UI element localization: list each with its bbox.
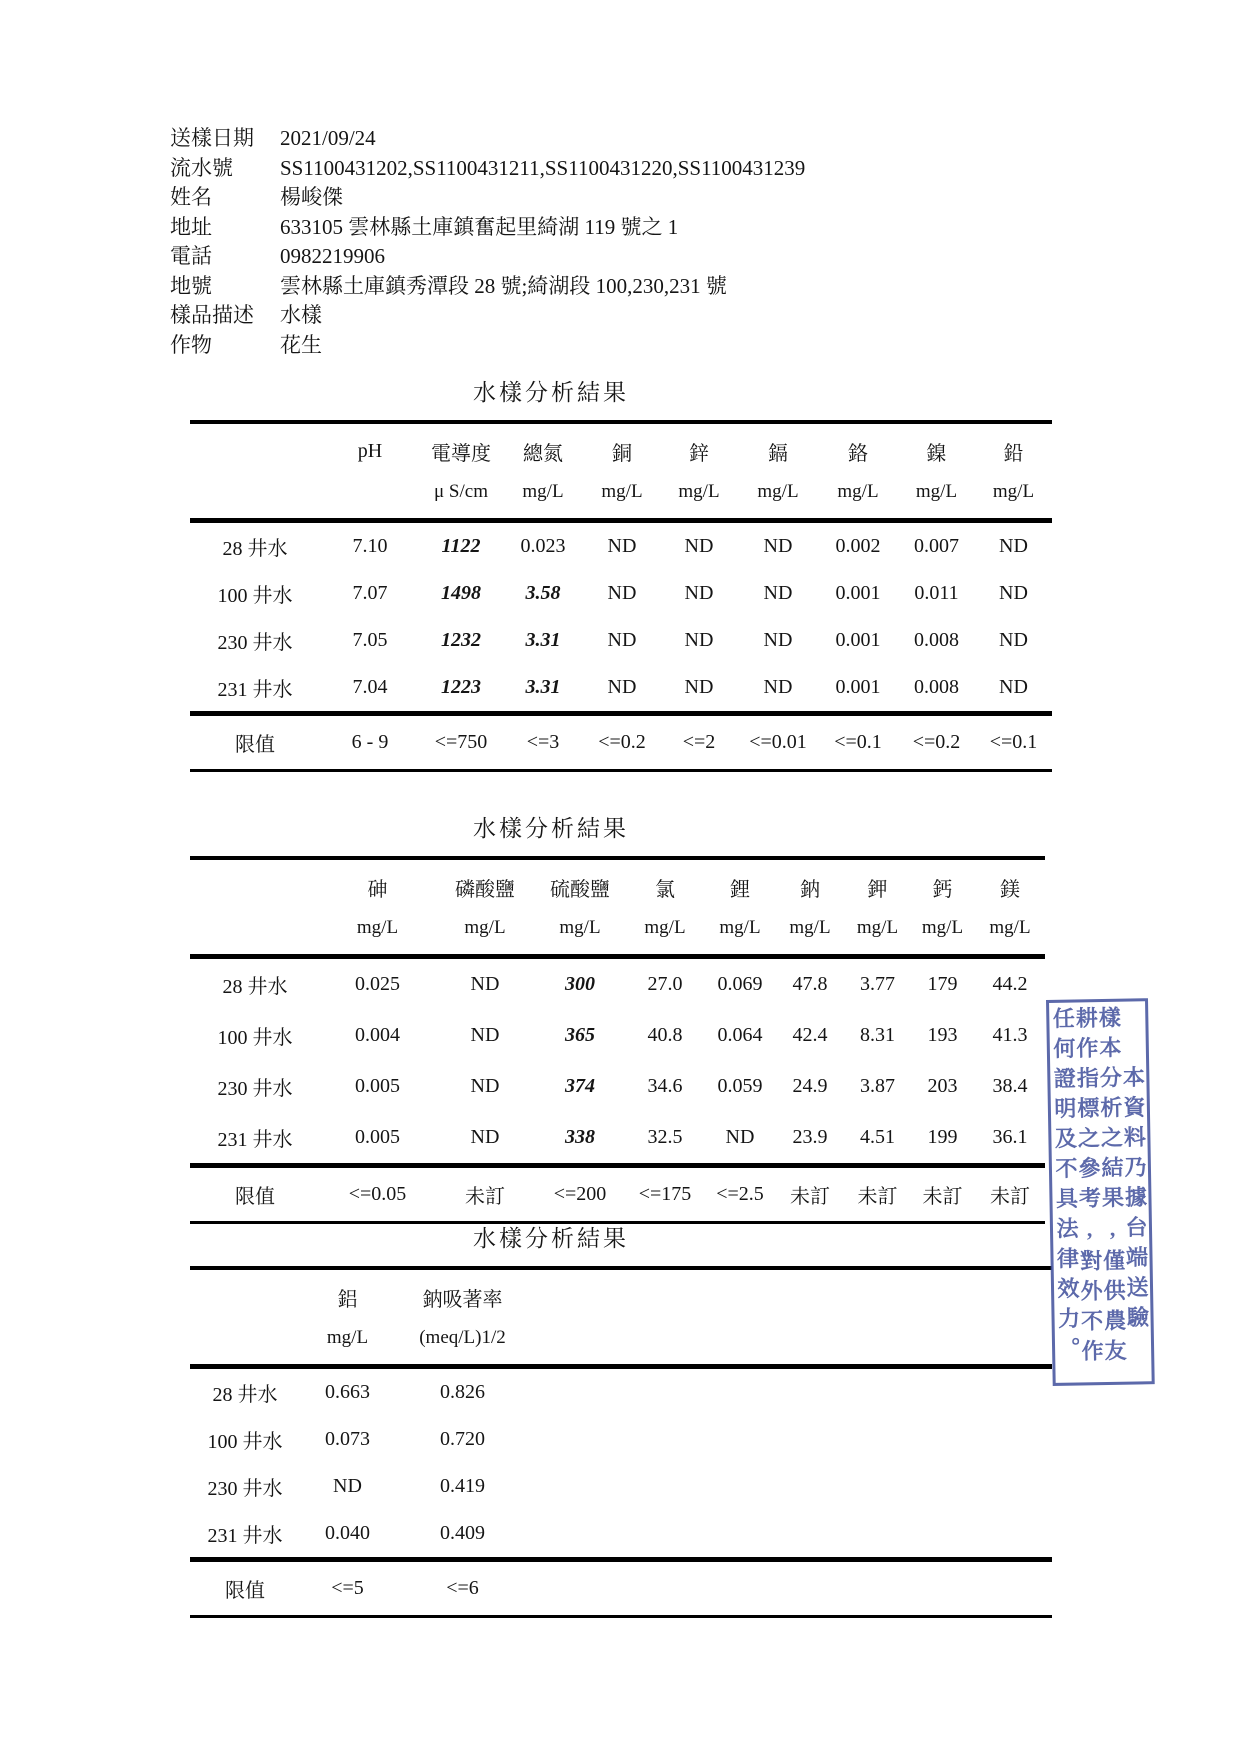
- table-row: [190, 1010, 1045, 1061]
- table-cell: 41.3: [992, 1024, 1028, 1046]
- table-cell: 3.58: [525, 582, 561, 604]
- table-cell: 磷酸鹽: [455, 879, 515, 901]
- table-cell: <=2: [682, 731, 716, 753]
- row-label: 230 井水: [207, 1478, 283, 1500]
- field-label: 地址: [170, 214, 212, 239]
- field-value: 2021/09/24: [280, 126, 376, 150]
- table-cell: [530, 1416, 1052, 1463]
- approval-stamp: [1046, 998, 1155, 1386]
- table-cell: ND: [684, 582, 714, 604]
- table-cell: 鈉: [800, 879, 820, 901]
- table-row: [190, 1268, 1052, 1321]
- table-cell: 鋅: [689, 443, 709, 465]
- stamp-text-column: 任何證明及不具法律效力。: [1050, 1006, 1082, 1367]
- table-cell: 7.10: [352, 535, 388, 557]
- table-cell: 203: [927, 1075, 958, 1097]
- table-cell: 氯: [655, 879, 675, 901]
- table-cell: 0.008: [898, 664, 975, 714]
- table-cell: ND: [763, 582, 793, 604]
- table-cell: 7.07: [352, 582, 388, 604]
- analysis-table-2: [190, 856, 1052, 1224]
- table-cell: 0.059: [717, 1075, 763, 1097]
- table-row: [190, 422, 1052, 475]
- field-label: 電話: [170, 244, 212, 268]
- table-cell: 0.826: [440, 1381, 485, 1403]
- table-cell: <=3: [526, 731, 560, 753]
- table-cell: 0.023: [520, 535, 566, 557]
- table-cell: 32.5: [625, 1112, 705, 1166]
- field-label: 送樣日期: [170, 126, 254, 150]
- table-cell: 鎂: [1000, 879, 1020, 901]
- row-label: 限值: [225, 1580, 265, 1602]
- table-cell: ND: [705, 1112, 775, 1166]
- analysis-table: [190, 856, 1045, 1224]
- table-cell: 鉻: [848, 443, 868, 465]
- table-cell: 3.87: [860, 1075, 895, 1097]
- row-label: 限值: [235, 1186, 275, 1208]
- analysis-table-1: [190, 420, 1052, 772]
- table-cell: 0.005: [320, 1112, 435, 1166]
- table-cell: 0.008: [914, 629, 959, 651]
- table-cell: 36.1: [975, 1112, 1045, 1166]
- table-row: [190, 1166, 1045, 1223]
- table-cell: 24.9: [792, 1075, 828, 1097]
- stamp-text-column: 本資料乃據台端送驗: [1120, 1065, 1150, 1336]
- table-cell: mg/L: [625, 911, 705, 957]
- header-row: [170, 272, 805, 302]
- analysis-table: [190, 1266, 1052, 1618]
- row-label: [190, 1321, 300, 1367]
- table-cell: mg/L: [845, 911, 910, 957]
- row-label: 限值: [235, 734, 275, 756]
- header-row: [170, 183, 805, 213]
- row-label: 100 井水: [207, 1431, 283, 1453]
- table-title: 水樣分析結果: [473, 816, 629, 841]
- table-cell: 4.51: [845, 1112, 910, 1166]
- table-cell: <=175: [638, 1183, 692, 1205]
- table-cell: 179: [927, 973, 958, 995]
- table-cell: 0.663: [325, 1381, 370, 1403]
- table-cell: mg/L: [738, 475, 818, 521]
- table-cell: 3.77: [860, 973, 895, 995]
- table-cell: μ S/cm: [420, 475, 502, 521]
- row-label: 231 井水: [190, 1510, 300, 1560]
- field-label: 姓名: [170, 185, 212, 209]
- table-cell: ND: [607, 582, 637, 604]
- table-cell: 0.064: [717, 1024, 763, 1046]
- table-title: 水樣分析結果: [473, 1226, 629, 1251]
- table-cell: 0.002: [835, 535, 881, 557]
- table-cell: <=200: [553, 1183, 607, 1205]
- table-title: 水樣分析結果: [473, 380, 629, 405]
- analysis-table-3: [190, 1266, 1052, 1618]
- table-cell: mg/L: [818, 475, 898, 521]
- table-cell: ND: [607, 629, 637, 651]
- table-cell: 1223: [420, 664, 502, 714]
- row-label: 230 井水: [217, 1078, 293, 1100]
- table-cell: ND: [763, 629, 793, 651]
- table-cell: mg/L: [435, 911, 535, 957]
- table-cell: <=6: [446, 1577, 479, 1599]
- table-row: [190, 1367, 1052, 1417]
- field-value: 花生: [280, 332, 322, 357]
- table-cell: 0.069: [717, 973, 763, 995]
- table-cell: 3.31: [502, 664, 584, 714]
- table-cell: 0.011: [914, 582, 959, 604]
- table-row: [190, 714, 1052, 771]
- table-cell: 0.720: [440, 1428, 485, 1450]
- table-cell: 0.001: [818, 664, 898, 714]
- table-cell: 338: [535, 1112, 625, 1166]
- table-cell: 未訂: [465, 1186, 505, 1208]
- table-cell: <=0.2: [598, 731, 646, 753]
- table-cell: pH: [357, 440, 383, 462]
- row-label: 100 井水: [217, 1027, 293, 1049]
- analysis-table: [190, 420, 1052, 772]
- row-label: 231 井水: [190, 1112, 320, 1166]
- table-cell: 27.0: [647, 973, 683, 995]
- table-cell: 38.4: [992, 1075, 1028, 1097]
- table-cell: ND: [470, 1075, 500, 1097]
- table-cell: 鈣: [932, 879, 953, 901]
- table-row: [190, 617, 1052, 664]
- table-cell: mg/L: [775, 911, 845, 957]
- table-row: [190, 1061, 1045, 1112]
- table-row: [190, 858, 1045, 911]
- field-value: 水樣: [280, 303, 322, 327]
- row-label: 28 井水: [222, 538, 288, 560]
- field-value: 楊峻傑: [280, 185, 343, 209]
- table-cell: (meq/L)1/2: [395, 1321, 530, 1367]
- table-cell: 0.419: [440, 1475, 485, 1497]
- table-cell: <=0.2: [912, 731, 961, 753]
- field-label: 作物: [170, 332, 212, 357]
- table-cell: 電導度: [431, 443, 491, 465]
- analysis-table-block-1: [190, 374, 1052, 772]
- table-cell: 0.004: [355, 1024, 400, 1046]
- table-cell: mg/L: [300, 1321, 395, 1367]
- table-cell: 6 - 9: [351, 731, 389, 753]
- table-cell: mg/L: [705, 911, 775, 957]
- table-cell: 42.4: [792, 1024, 828, 1046]
- table-cell: <=0.1: [989, 731, 1038, 753]
- table-cell: mg/L: [584, 475, 660, 521]
- table-row: [190, 664, 1052, 714]
- table-cell: [320, 475, 420, 521]
- table-row: [190, 1510, 1052, 1560]
- stamp-text-column: 樣本分析之結果,僅供農友: [1096, 1005, 1128, 1370]
- table-cell: <=2.5: [716, 1183, 764, 1205]
- table-cell: 1122: [441, 535, 481, 557]
- table-cell: ND: [660, 664, 738, 714]
- table-cell: 鎘: [768, 443, 788, 465]
- row-label: [190, 911, 320, 957]
- table-cell: 鋁: [337, 1289, 358, 1311]
- table-cell: ND: [763, 535, 793, 557]
- row-label: 28 井水: [222, 976, 288, 998]
- table-cell: ND: [584, 664, 660, 714]
- table-row: [190, 911, 1045, 957]
- table-cell: mg/L: [502, 475, 584, 521]
- analysis-table-block-3: [190, 1220, 1052, 1618]
- row-label: [190, 858, 320, 911]
- table-cell: ND: [975, 664, 1052, 714]
- table-cell: 1232: [441, 629, 481, 651]
- table-cell: 0.001: [835, 582, 881, 604]
- analysis-table-block-2: [190, 810, 1052, 1224]
- table-cell: mg/L: [320, 911, 435, 957]
- table-cell: [530, 1510, 1052, 1560]
- table-cell: ND: [607, 535, 637, 557]
- table-cell: ND: [470, 973, 500, 995]
- table-cell: mg/L: [975, 475, 1052, 521]
- table-row: [190, 1560, 1052, 1617]
- table-row: [190, 475, 1052, 521]
- field-label: 地號: [170, 273, 212, 298]
- table-cell: [530, 1321, 1052, 1367]
- table-cell: [530, 1560, 1052, 1617]
- table-cell: <=0.05: [348, 1183, 407, 1205]
- table-cell: mg/L: [535, 911, 625, 957]
- table-cell: ND: [999, 582, 1028, 604]
- table-cell: ND: [999, 535, 1028, 557]
- row-label: 230 井水: [217, 632, 293, 654]
- table-cell: 鋰: [730, 879, 750, 901]
- table-cell: <=750: [434, 731, 488, 753]
- table-cell: 374: [565, 1075, 595, 1097]
- table-cell: 0.001: [835, 629, 881, 651]
- table-cell: 0.025: [355, 973, 400, 995]
- table-cell: ND: [684, 629, 714, 651]
- table-cell: ND: [999, 629, 1028, 651]
- table-row: [190, 957, 1045, 1011]
- table-cell: [530, 1463, 1052, 1510]
- table-cell: 0.073: [325, 1428, 370, 1450]
- table-cell: 0.007: [914, 535, 959, 557]
- table-cell: 未訂: [990, 1186, 1030, 1208]
- table-cell: mg/L: [975, 911, 1045, 957]
- table-cell: ND: [738, 664, 818, 714]
- table-cell: [530, 1367, 1052, 1417]
- table-cell: <=0.1: [834, 731, 882, 753]
- table-cell: 365: [565, 1024, 595, 1046]
- table-cell: 0.409: [395, 1510, 530, 1560]
- table-row: [190, 521, 1052, 571]
- table-row: [190, 570, 1052, 617]
- table-cell: <=0.01: [749, 731, 807, 753]
- table-cell: 鎳: [926, 443, 947, 465]
- table-cell: 鉛: [1003, 443, 1024, 465]
- table-cell: 1498: [441, 582, 481, 604]
- table-cell: 47.8: [792, 973, 828, 995]
- table-cell: 0.005: [355, 1075, 400, 1097]
- table-cell: 鈉吸著率: [422, 1289, 503, 1311]
- table-cell: 23.9: [775, 1112, 845, 1166]
- report-header: [170, 124, 805, 360]
- table-row: [190, 1112, 1045, 1166]
- row-label: 100 井水: [217, 585, 293, 607]
- table-cell: 0.040: [300, 1510, 395, 1560]
- table-cell: 總氮: [523, 443, 563, 465]
- table-cell: 銅: [612, 443, 632, 465]
- table-cell: 鉀: [867, 879, 888, 901]
- table-cell: 8.31: [860, 1024, 895, 1046]
- table-cell: ND: [470, 1024, 500, 1046]
- table-cell: 硫酸鹽: [550, 879, 610, 901]
- table-cell: 7.05: [352, 629, 388, 651]
- table-cell: <=5: [331, 1577, 364, 1599]
- table-cell: ND: [333, 1475, 362, 1497]
- row-label: [190, 422, 320, 475]
- row-label: 28 井水: [212, 1384, 278, 1406]
- table-row: [190, 1463, 1052, 1510]
- row-label: [190, 1268, 300, 1321]
- table-cell: ND: [684, 535, 714, 557]
- header-row: [170, 331, 805, 361]
- table-cell: 未訂: [790, 1186, 830, 1208]
- table-cell: mg/L: [898, 475, 975, 521]
- table-row: [190, 1416, 1052, 1463]
- header-row: [170, 301, 805, 331]
- table-cell: [530, 1268, 1052, 1321]
- field-value: SS1100431202,SS1100431211,SS1100431220,SS1100431239: [280, 155, 806, 180]
- table-cell: 44.2: [992, 973, 1028, 995]
- table-cell: mg/L: [660, 475, 738, 521]
- table-cell: mg/L: [910, 911, 975, 957]
- table-cell: 34.6: [647, 1075, 683, 1097]
- stamp-text-column: 耕作指標之參考,對外不作: [1073, 1006, 1105, 1370]
- field-label: 樣品描述: [170, 303, 254, 327]
- row-label: 231 井水: [190, 664, 320, 714]
- table-cell: 未訂: [922, 1186, 963, 1208]
- header-row: [170, 154, 805, 184]
- table-row: [190, 1321, 1052, 1367]
- field-value: 0982219906: [280, 244, 385, 268]
- table-cell: ND: [435, 1112, 535, 1166]
- table-cell: 未訂: [857, 1186, 898, 1208]
- table-cell: 199: [910, 1112, 975, 1166]
- header-row: [170, 213, 805, 243]
- table-cell: 砷: [367, 879, 388, 901]
- field-value: 633105 雲林縣土庫鎮奮起里綺湖 119 號之 1: [280, 214, 679, 239]
- table-cell: 3.31: [525, 629, 561, 651]
- table-cell: 300: [565, 973, 595, 995]
- header-row: [170, 124, 805, 154]
- table-cell: 193: [927, 1024, 958, 1046]
- row-label: [190, 475, 320, 521]
- table-cell: 7.04: [320, 664, 420, 714]
- field-value: 雲林縣土庫鎮秀潭段 28 號;綺湖段 100,230,231 號: [280, 273, 727, 298]
- field-label: 流水號: [170, 155, 233, 180]
- header-row: [170, 242, 805, 272]
- table-cell: 40.8: [647, 1024, 683, 1046]
